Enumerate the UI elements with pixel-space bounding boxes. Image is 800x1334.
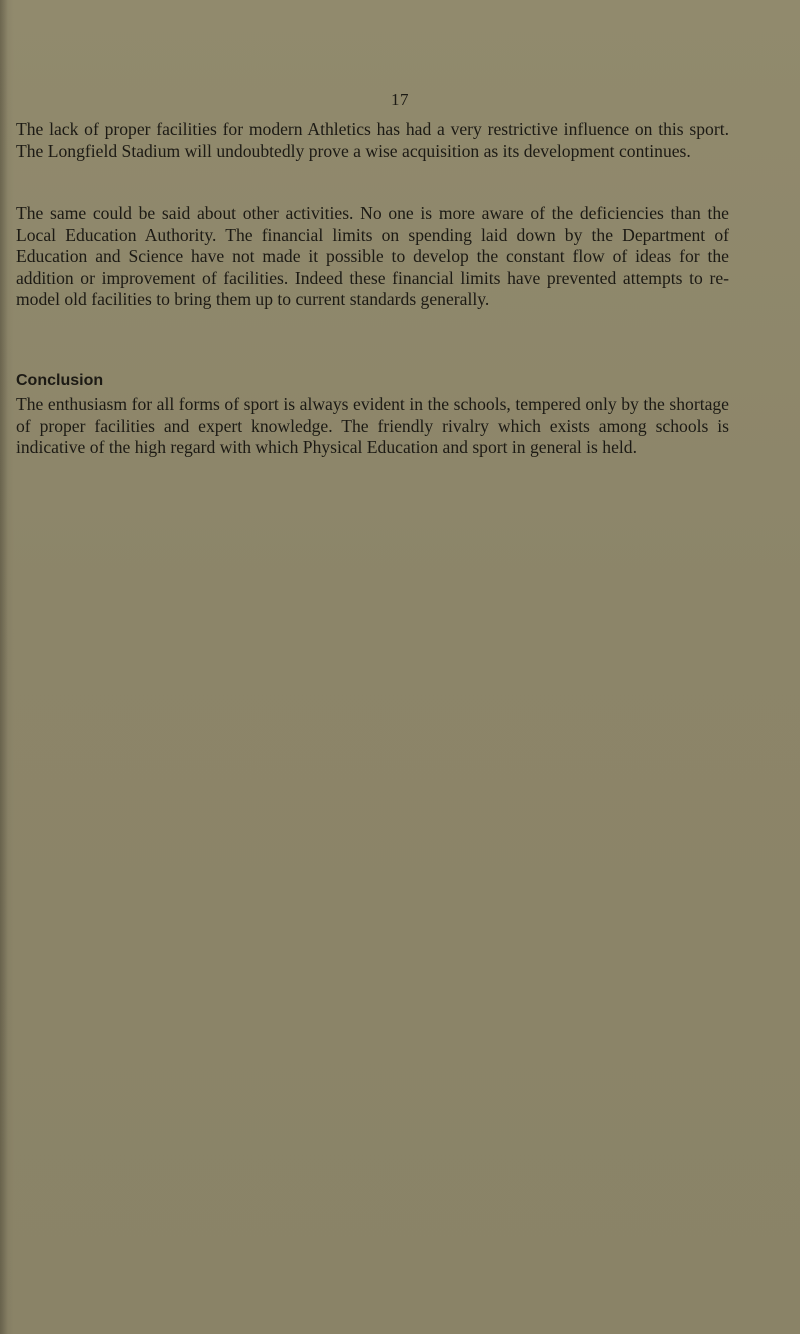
- paragraph-athletics: The lack of proper facilities for modern Athletics has had a very restrictive influence on this sport. The Longfield Stadium will undoubtedly prove a wise acquisition as its development continues.: [16, 119, 729, 161]
- paragraph-facilities: The same could be said about other activities. No one is more aware of the deficiencies than the Local Education Authority. The financial limits on spending laid down by the Department of Education and Science have not made it possible to develop the constant flow of ideas for the addition or improvement of facilities. Indeed these financial limits have prevented attempts to re-model old facilities to bring them up to current standards generally.: [16, 203, 729, 309]
- page-number: 17: [391, 90, 409, 109]
- conclusion-heading: Conclusion: [16, 372, 104, 389]
- page-edge-shadow: [0, 0, 8, 1334]
- paragraph-conclusion: The enthusiasm for all forms of sport is always evident in the schools, tempered only by the shortage of proper facilities and expert knowledge. The friendly rivalry which exists among schools is indicative of the high regard with which Physical Education and sport in general is held.: [16, 394, 729, 457]
